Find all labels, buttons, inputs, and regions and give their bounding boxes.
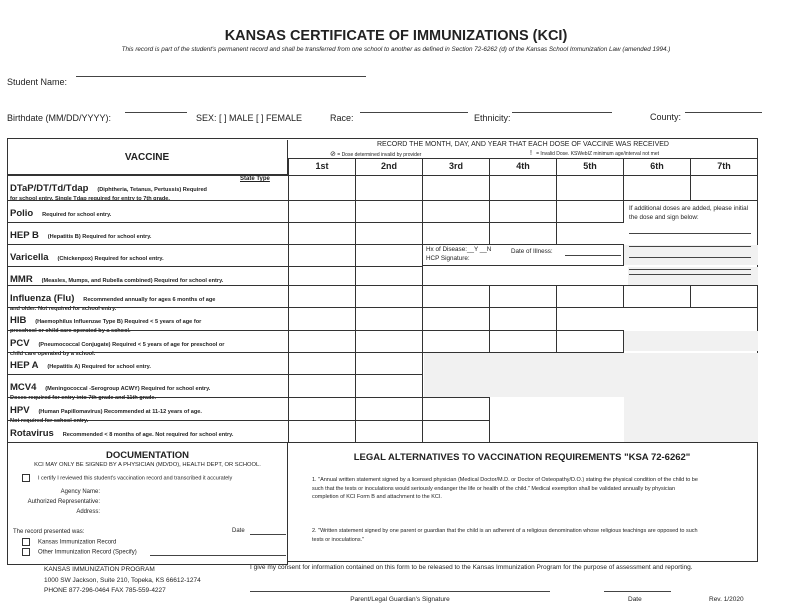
dose-date-cell[interactable] <box>355 307 423 331</box>
documentation-title: DOCUMENTATION <box>105 450 190 461</box>
dose-date-cell[interactable] <box>288 222 356 245</box>
vaccine-description-2: for school entry. Single Tdap required for entry to 7th grade. <box>10 196 170 203</box>
program-name: KANSAS IMMUNIZATION PROGRAM <box>44 566 155 573</box>
dose-date-cell[interactable] <box>623 285 691 308</box>
dose-date-cell[interactable] <box>355 200 423 223</box>
ethnicity-label: Ethnicity: <box>474 113 511 123</box>
certify-checkbox[interactable] <box>22 474 30 482</box>
vaccine-name: Polio <box>10 208 34 219</box>
documentation-section <box>7 442 288 565</box>
revision-label: Rev. 1/2020 <box>709 596 744 603</box>
dose-date-cell[interactable] <box>288 266 356 286</box>
vaccine-row <box>10 332 286 358</box>
vaccine-description: (Hepatitis B) Required for school entry. <box>47 234 152 240</box>
legal-item-1: 1. "Annual written statement signed by a licensed physician (Medical Doctor/M.D. or Doctor of Osteopathy/D.O.) stating the physical condition of the child to be such that the tests or inoculations would seriously endanger the life or health of the child." Medical exemption shall be validated annually by physician completion of KCI Form B and attachment to the KCI. <box>312 477 698 501</box>
dose-header-1: 1st <box>288 158 355 176</box>
consent-date-field[interactable] <box>604 591 671 592</box>
vaccine-name: Influenza (Flu) <box>10 293 75 304</box>
state-type-label: State Type <box>240 176 270 182</box>
dose-date-cell[interactable] <box>422 397 490 421</box>
dose-date-cell[interactable] <box>355 266 423 286</box>
legal-title: LEGAL ALTERNATIVES TO VACCINATION REQUIREMENTS "KSA 72-6262" <box>353 452 691 463</box>
dose-date-cell[interactable] <box>422 307 490 331</box>
vaccine-description-2: preschool or child care operated by a school. <box>10 328 131 335</box>
county-field[interactable] <box>685 112 762 113</box>
vaccine-description: (Measles, Mumps, and Rubella combined) Required for school entry. <box>41 278 224 284</box>
date-of-illness-field[interactable] <box>565 255 621 256</box>
dose-date-cell[interactable] <box>489 307 557 331</box>
invalid-provider-icon: ⊘ <box>330 151 336 158</box>
vaccine-name: HEP B <box>10 230 39 241</box>
birthdate-label: Birthdate (MM/DD/YYYY): <box>7 113 112 123</box>
dose-header-2: 2nd <box>355 158 422 176</box>
dose-date-cell[interactable] <box>489 330 557 353</box>
dose-date-cell[interactable] <box>288 330 356 353</box>
dose-date-cell[interactable] <box>690 175 758 201</box>
vaccine-row <box>10 287 286 313</box>
dose-date-cell[interactable] <box>355 420 423 443</box>
dose-header-3: 3rd <box>422 158 489 176</box>
vaccine-description: Required for school entry. <box>42 212 112 218</box>
vaccine-row <box>10 354 286 374</box>
vaccine-name: HPV <box>10 405 30 416</box>
vaccine-name: MCV4 <box>10 382 37 393</box>
dose-date-cell[interactable] <box>623 175 691 201</box>
dose-date-cell[interactable] <box>556 175 624 201</box>
dose-date-cell[interactable] <box>355 330 423 353</box>
other-record-label: Other Immunization Record (Specify) <box>38 549 137 556</box>
dose-date-cell[interactable] <box>489 222 557 245</box>
vaccine-row <box>10 376 286 402</box>
vaccine-description: (Human Papillomavirus) Recommended at 11-12 years of age. <box>38 409 202 415</box>
dose-date-cell[interactable] <box>355 175 423 201</box>
race-label: Race: <box>330 113 354 123</box>
dose-date-cell[interactable] <box>489 200 557 223</box>
dose-date-cell[interactable] <box>422 420 490 443</box>
dose-date-cell[interactable] <box>288 175 356 201</box>
dose-date-cell[interactable] <box>288 244 356 267</box>
vaccine-row <box>10 422 286 442</box>
legend-invalid-dose: = Invalid Dose. KSWebIZ minimum age/interval not met <box>536 151 660 157</box>
dose-date-cell[interactable] <box>556 200 624 223</box>
vaccine-description: (Haemophilus Influenzae Type B) Required < 5 years of age for <box>35 319 202 325</box>
initial-line[interactable] <box>629 274 751 275</box>
record-presented-label: The record presented was: <box>13 529 85 535</box>
consent-statement: I give my consent for information contained on this form to be released to the Kansas Immunization Program for the purpose of assessment and reporting. <box>250 564 693 571</box>
vaccine-header: VACCINE <box>7 140 288 175</box>
vaccine-name: PCV <box>10 338 30 349</box>
dose-date-cell[interactable] <box>355 244 423 267</box>
vaccine-description: (Meningococcal -Serogroup ACWY) Required for school entry. <box>45 386 211 392</box>
vaccine-name: Rotavirus <box>10 428 54 439</box>
documentation-note: KCI MAY ONLY BE SIGNED BY A PHYSICIAN (MD/DO), HEALTH DEPT, OR SCHOOL. <box>34 462 261 468</box>
initial-line[interactable] <box>629 269 751 270</box>
vaccine-description-2: child care operated by a school. <box>10 351 96 358</box>
dose-header-4: 4th <box>489 158 556 176</box>
vaccine-description: (Diphtheria, Tetanus, Pertussis) Required <box>97 187 207 193</box>
dose-date-cell[interactable] <box>355 352 423 375</box>
hcp-signature-label: HCP Signature: <box>426 255 470 262</box>
dose-date-cell[interactable] <box>288 285 356 308</box>
program-address: 1000 SW Jackson, Suite 210, Topeka, KS 66612-1274 <box>44 576 201 584</box>
initial-line[interactable] <box>629 257 751 258</box>
vaccine-row <box>10 202 286 222</box>
county-label: County: <box>650 112 682 122</box>
legal-item-2: 2. "Written statement signed by one parent or guardian that the child is an adherent of a religious denomination whose religious teachings are opposed to such tests or inoculations." <box>312 528 698 543</box>
student-name-field[interactable] <box>76 76 366 77</box>
vaccine-name: MMR <box>10 274 33 285</box>
initial-line[interactable] <box>629 246 751 247</box>
address-label: Address: <box>76 509 100 515</box>
dose-date-cell[interactable] <box>690 285 758 308</box>
doc-date-label: Date <box>232 528 245 534</box>
invalid-dose-icon: ! <box>530 150 532 157</box>
vaccine-name: Varicella <box>10 252 49 263</box>
dose-header-6: 6th <box>623 158 690 176</box>
certify-label: I certify I reviewed this student's vaccination record and transcribed it accurately <box>38 475 233 482</box>
vaccine-name: DTaP/DT/Td/Tdap <box>10 183 89 194</box>
agency-name-label: Agency Name: <box>60 489 100 495</box>
vaccine-description-2: Doses required for entry into 7th grade and 11th grade. <box>10 395 157 402</box>
dose-date-cell[interactable] <box>355 285 423 308</box>
legal-alternatives-section <box>287 442 758 562</box>
page-title: KANSAS CERTIFICATE OF IMMUNIZATIONS (KCI) <box>224 28 568 44</box>
dose-date-cell[interactable] <box>355 374 423 398</box>
vaccine-row <box>10 268 286 285</box>
consent-date-label: Date <box>628 596 642 603</box>
page-subtitle: This record is part of the student's permanent record and shall be transferred from one school to another as defined in Section 72-6262 (d) of the Kansas School Immunization Law (amended 1994.) <box>121 46 671 53</box>
vaccine-row <box>10 224 286 244</box>
program-phone: PHONE 877-296-0464 FAX 785-559-4227 <box>44 587 166 595</box>
dose-date-cell[interactable] <box>355 222 423 245</box>
sex-field[interactable]: SEX: [ ] MALE [ ] FEMALE <box>196 113 303 123</box>
additional-doses-note: If additional doses are added, please initial the dose and sign below: <box>629 205 749 222</box>
ethnicity-field[interactable] <box>512 112 612 113</box>
dose-date-cell[interactable] <box>556 285 624 308</box>
doc-date-field[interactable] <box>250 534 286 535</box>
dose-date-cell[interactable] <box>288 397 356 421</box>
vaccine-description: Recommended annually for ages 6 months of age <box>83 297 216 303</box>
dose-date-cell[interactable] <box>422 175 490 201</box>
race-field[interactable] <box>360 112 468 113</box>
dose-header-7: 7th <box>690 158 757 176</box>
dose-date-cell[interactable] <box>288 352 356 375</box>
dose-date-cell[interactable] <box>489 285 557 308</box>
other-record-field[interactable] <box>150 555 286 556</box>
varicella-history-box <box>422 244 624 266</box>
date-of-illness-label: Date of Illness: <box>511 248 553 255</box>
vaccine-description: (Chickenpox) Required for school entry. <box>57 256 164 262</box>
record-header: RECORD THE MONTH, DAY, AND YEAR THAT EACH DOSE OF VACCINE WAS RECEIVED <box>377 141 669 148</box>
vaccine-row <box>10 309 286 335</box>
legend-invalid-provider: = Dose determined invalid by provider <box>337 152 422 158</box>
other-record-checkbox[interactable] <box>22 548 30 556</box>
vaccine-name: HIB <box>10 315 27 326</box>
guardian-signature-field[interactable] <box>250 591 550 592</box>
vaccine-row <box>10 246 286 266</box>
dose-date-cell[interactable] <box>288 374 356 398</box>
vaccine-description: (Hepatitis A) Required for school entry. <box>47 364 151 370</box>
dose-date-cell[interactable] <box>489 175 557 201</box>
dose-date-cell[interactable] <box>556 330 624 353</box>
kansas-record-label: Kansas Immunization Record <box>38 539 117 546</box>
kansas-record-checkbox[interactable] <box>22 538 30 546</box>
dose-date-cell[interactable] <box>422 200 490 223</box>
dose-date-cell[interactable] <box>422 285 490 308</box>
dose-date-cell[interactable] <box>288 200 356 223</box>
dose-date-cell[interactable] <box>422 222 490 245</box>
guardian-signature-label: Parent/Legal Guardian's Signature <box>350 596 450 603</box>
hx-disease-field[interactable]: Hx of Disease:__Y __N <box>426 246 492 253</box>
vaccine-name: HEP A <box>10 360 39 371</box>
dose-date-cell[interactable] <box>288 420 356 443</box>
dose-date-cell[interactable] <box>355 397 423 421</box>
vaccine-description: Recommended < 8 months of age. Not required for school entry. <box>62 432 234 438</box>
vaccine-description-2: and older. Not required for school entry. <box>10 306 117 313</box>
authorized-rep-label: Authorized Representative: <box>27 499 100 505</box>
initial-line[interactable] <box>629 233 751 234</box>
dose-date-cell[interactable] <box>288 307 356 331</box>
student-name-label: Student Name: <box>7 77 68 87</box>
vaccine-row <box>10 399 286 425</box>
vaccine-description-2: Not required for school entry. <box>10 418 89 425</box>
vaccine-description: (Pneumococcal Conjugate) Required < 5 years of age for preschool or <box>38 342 225 348</box>
birthdate-field[interactable] <box>125 112 187 113</box>
dose-date-cell[interactable] <box>422 330 490 353</box>
dose-header-5: 5th <box>556 158 623 176</box>
